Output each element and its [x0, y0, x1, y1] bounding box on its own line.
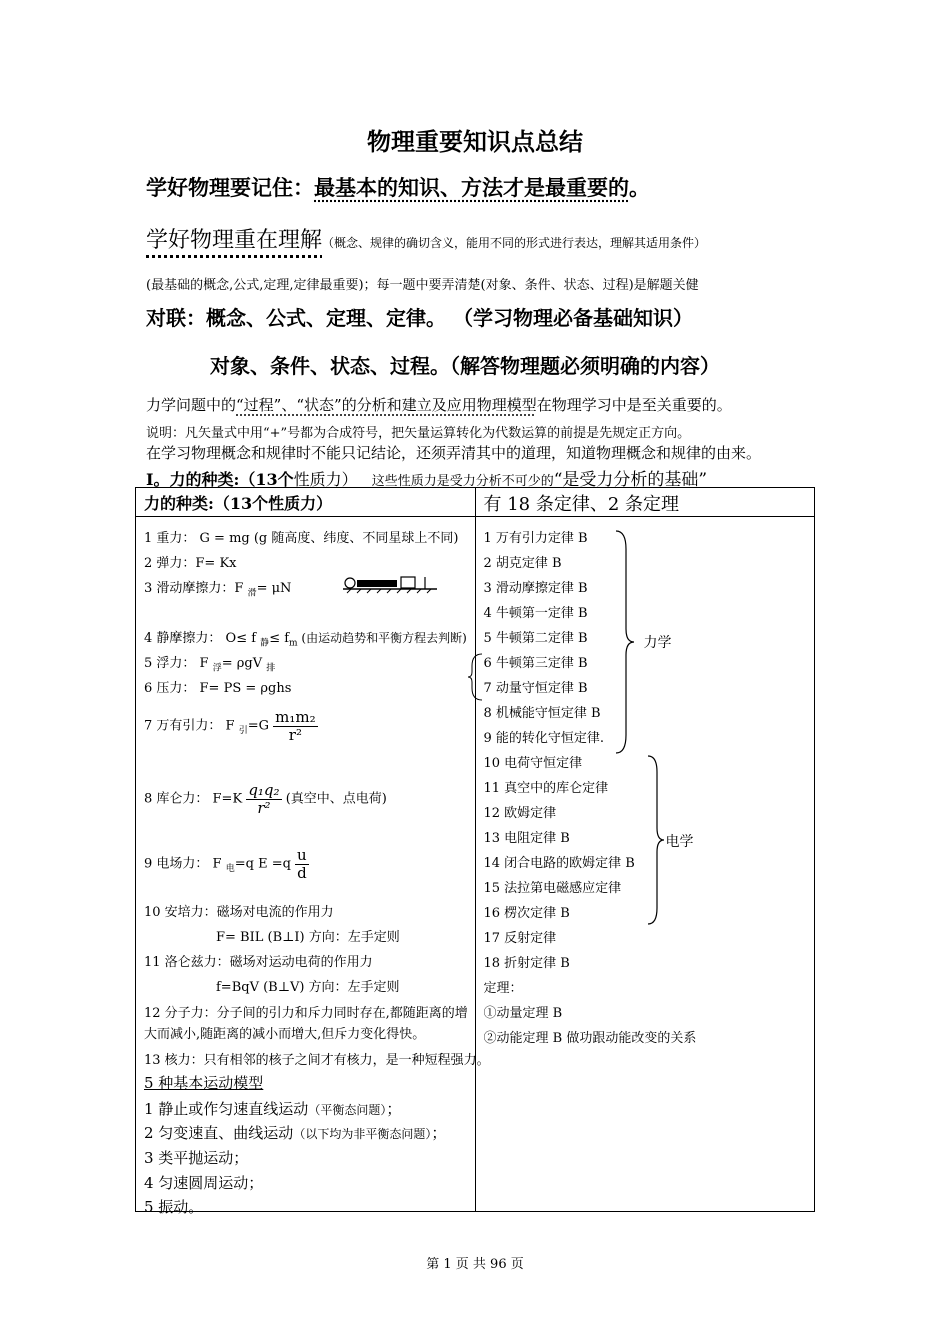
law-item: 4 牛顿第一定律 B — [483, 606, 588, 621]
model-3: 3 类平抛运动； — [144, 1149, 249, 1167]
group-label-electricity: 电学 — [665, 834, 694, 850]
law-item: 18 折射定律 B — [483, 956, 570, 971]
force-gravity: 1 重力： G = mg (g 随高度、纬度、不同星球上不同) — [144, 531, 459, 546]
theorem-item: ②动能定理 B 做功跟动能改变的关系 — [483, 1031, 697, 1046]
understanding-note: （概念、规律的确切含义，能用不同的形式进行表达，理解其适用条件） — [322, 236, 707, 250]
models-title: 5 种基本运动模型 — [144, 1074, 264, 1092]
couplet-first: 对联：概念、公式、定理、定律。 （学习物理必备基础知识） — [146, 306, 693, 330]
law-item: 7 动量守恒定律 B — [483, 681, 588, 696]
forces-cell — [136, 517, 490, 1216]
laws-cell — [475, 517, 815, 1212]
force-ampere-formula: F= BIL (B⊥I) 方向：左手定则 — [216, 930, 400, 945]
page-title: 物理重要知识点总结 — [367, 127, 583, 156]
key-reminder: 学好物理要记住：最基本的知识、方法才是最重要的。 — [146, 175, 650, 200]
model-4: 4 匀速圆周运动； — [144, 1174, 264, 1192]
force-electric-field: 9 电场力： F $_电$=q E =q $\frac{u}{d}$ — [144, 846, 307, 882]
process-paragraph: 力学问题中的“过程”、“状态”的分析和建立及应用物理模型在物理学习中是至关重要的。 — [146, 396, 732, 414]
friction-diagram-icon — [341, 574, 439, 594]
force-gravitation: 7 万有引力： F $_引$=G $\frac{\text{m₁m₂}}{\text{r²}}$ — [144, 708, 316, 744]
group-label-mechanics: 力学 — [643, 635, 672, 651]
force-static-friction: 4 静摩擦力： O≤ f $_静\le f_m$ (由运动趋势和平衡方程去判断) — [144, 631, 467, 649]
law-item: 17 反射定律 — [483, 931, 557, 946]
model-5: 5 振动。 — [144, 1198, 204, 1216]
understanding-emphasis: 学好物理重在理解 — [146, 228, 323, 253]
law-item: 5 牛顿第二定律 B — [483, 631, 588, 646]
force-sliding-friction: 3 滑动摩擦力：F $_滑$= μN — [144, 581, 292, 599]
model-1: 1 静止或作匀速直线运动（平衡态问题）； — [144, 1100, 402, 1118]
force-buoyancy: 5 浮力： F $_浮$= ρgV $_排$ — [144, 656, 276, 674]
law-item: 15 法拉第电磁感应定律 — [483, 881, 622, 896]
forces-header: 力的种类:（13个性质力） — [136, 488, 476, 517]
couplet-second: 对象、条件、状态、过程。（解答物理题必须明确的内容） — [210, 354, 720, 378]
force-coulomb: 8 库仑力： F=K $\frac{\text{q₁q₂}}{\text{r²}}$ (真空中、点电荷) — [144, 781, 387, 817]
law-item: 1 万有引力定律 B — [483, 531, 588, 546]
law-item: 8 机械能守恒定律 B — [483, 706, 601, 721]
law-item: 6 牛顿第三定律 B — [483, 656, 588, 671]
page-footer: 第 1 页 共 96 页 — [426, 1257, 524, 1272]
understanding-line — [146, 223, 706, 254]
model-2: 2 匀变速直、曲线运动（以下均为非平衡态问题）； — [144, 1124, 447, 1142]
law-item: 2 胡克定律 B — [483, 556, 562, 571]
law-item: 16 楞次定律 B — [483, 906, 570, 921]
basics-note: (最基础的概念,公式,定理,定律最重要)；每一题中要弄清楚(对象、条件、状态、过程)是解题关健 — [146, 278, 699, 293]
law-item: 10 电荷守恒定律 — [483, 756, 583, 771]
force-molecular-cont: 大而减小,随距离的减小而增大,但斥力变化得快。 — [144, 1027, 426, 1042]
bracket-mark-icon — [468, 652, 484, 702]
law-item: 12 欧姆定律 — [483, 806, 557, 821]
section-heading: Ⅰ。力的种类:（13个性质力） 这些性质力是受力分析不可少的“是受力分析的基础” — [146, 470, 708, 490]
mechanics-brace-icon — [614, 529, 636, 755]
law-item: 3 滑动摩擦定律 B — [483, 581, 588, 596]
concept-paragraph: 在学习物理概念和规律时不能只记结论，还须弄清其中的道理，知道物理概念和规律的由来。 — [146, 444, 762, 462]
force-lorentz-formula: f=BqV (B⊥V) 方向：左手定则 — [216, 980, 400, 995]
forces-laws-table — [135, 487, 815, 1216]
laws-header: 有 18 条定律、2 条定理 — [475, 488, 815, 517]
force-pressure: 6 压力： F= PS = ρghs — [144, 681, 292, 696]
force-ampere: 10 安培力：磁场对电流的作用力 — [144, 905, 334, 920]
force-elastic: 2 弹力：F= Kx — [144, 556, 237, 571]
key-reminder-emphasis: 最基本的知识、方法才是最重要的 — [314, 175, 629, 200]
force-lorentz: 11 洛仑兹力：磁场对运动电荷的作用力 — [144, 955, 373, 970]
law-item: 13 电阻定律 B — [483, 831, 570, 846]
force-nuclear: 13 核力：只有相邻的核子之间才有核力，是一种短程强力。 — [144, 1053, 490, 1068]
electricity-brace-icon — [646, 754, 666, 926]
theorem-heading: 定理： — [483, 981, 523, 996]
force-molecular: 12 分子力：分子间的引力和斥力同时存在,都随距离的增 — [144, 1006, 468, 1021]
vector-note: 说明：凡矢量式中用“+”号都为合成符号，把矢量运算转化为代数运算的前提是先规定正方向。 — [146, 426, 691, 441]
theorem-item: ①动量定理 B — [483, 1006, 563, 1021]
law-item: 14 闭合电路的欧姆定律 B — [483, 856, 635, 871]
law-item: 9 能的转化守恒定律. — [483, 731, 605, 746]
law-item: 11 真空中的库仑定律 — [483, 781, 609, 796]
